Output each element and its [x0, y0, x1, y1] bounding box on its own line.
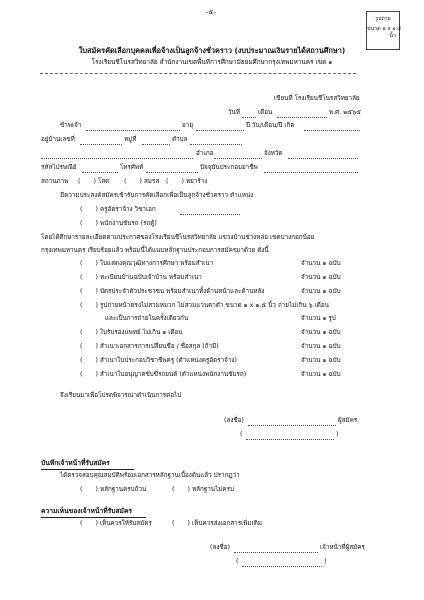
status-option-married-label: สมรส — [143, 178, 160, 185]
doc-item-count: จำนวน ๑ ฉบับ — [301, 329, 341, 336]
doc-item-label: ทะเบียนบ้านฉบับเจ้าบ้าน พร้อมสำเนา — [99, 274, 202, 281]
position-intro: มีความประสงค์สมัครเข้ารับการคัดเลือกเพื่อเป็นลูกจ้างชั่วคราว ตำแหน่ง — [60, 192, 254, 199]
applicant-sign-prefix: (ลงชื่อ) — [224, 417, 244, 424]
applicant-printed-name-field[interactable] — [246, 439, 334, 440]
status-option-single-label: โสด — [97, 178, 110, 185]
doc-item-count: จำนวน ๑ ฉบับ — [301, 260, 341, 267]
officer-option-complete[interactable]: ( ) หลักฐานครบถ้วน — [80, 486, 147, 493]
officer-heading-underline — [41, 469, 134, 470]
officer-sign-prefix: (ลงชื่อ) — [210, 544, 230, 551]
doc-item-count: จำนวน ๑ ฉบับ — [301, 274, 341, 281]
tambon-label: ตำบล — [172, 136, 188, 143]
opinion-heading-underline — [41, 517, 146, 518]
moo-label: หมู่ที่ — [124, 136, 137, 143]
written-at: เขียนที่ โรงเรียนชีโนรสวิทยาลัย — [274, 95, 360, 102]
doc-item-3[interactable]: ( ) บัตรประจำตัวประชาชน พร้อมสำเนาทั้งด้านหน้าและด้านหลัง — [80, 288, 265, 295]
doc-item-count: จำนวน ๑ ฉบับ — [301, 288, 341, 295]
doc-item-label: รูปถ่ายหน้าตรงไม่สวมหมวก ไม่สวมแว่นตาดำ ขนาด ๑ x ๑.๕ นิ้ว ถ่ายไม่เกิน ๖ เดือน — [99, 302, 329, 309]
occupation-field[interactable] — [264, 172, 358, 173]
page-number: -๕- — [206, 8, 216, 16]
photo-box-line1: รูปถ่าย — [375, 16, 391, 22]
status-option-divorced[interactable]: ( ) หย่าร้าง — [166, 178, 208, 185]
province-label: จังหวัด — [264, 150, 283, 157]
amphoe-field[interactable] — [214, 158, 262, 159]
form-title: ใบสมัครคัดเลือกบุคคลเพื่อจ้างเป็นลูกจ้างชั่วคราว (งบประมาณเงินรายได้สถานศึกษา) — [78, 46, 346, 55]
form-subtitle: โรงเรียนชีโนรสวิทยาลัย สำนักงานเขตพื้นที่การศึกษามัธยมศึกษากรุงเทพมหานคร เขต ๑ — [91, 58, 333, 66]
applicant-signature-field[interactable] — [248, 425, 336, 426]
doc-item-label: บัตรประจำตัวประชาชน พร้อมสำเนาทั้งด้านหน้าและด้านหลัง — [99, 288, 265, 295]
applicant-name-close: ) — [336, 431, 339, 438]
postcode-label: รหัสไปรษณีย์ — [41, 164, 77, 171]
amphoe-label: อำเภอ — [196, 150, 214, 157]
doc-item-7[interactable]: ( ) สำเนาใบประกอบวิชาชีพครู (ตำแหน่งครูอัตราจ้าง) — [80, 357, 237, 364]
doc-item-1[interactable]: ( ) ใบแสดงคุณวุฒิทางการศึกษา พร้อมสำเนา — [80, 260, 214, 267]
name-label: ข้าพเจ้า — [60, 122, 82, 129]
photo-box-line3: นิ้ว — [389, 33, 396, 40]
officer-option-complete-label: หลักฐานครบถ้วน — [99, 486, 147, 493]
officer-printed-name-field[interactable] — [242, 566, 322, 567]
photo-box-line2: ขนาด ๑ x ๑.๕ — [367, 26, 402, 33]
tambon-field[interactable] — [190, 144, 242, 145]
photo-box — [366, 11, 400, 50]
doc-item-5[interactable]: ( ) ใบรับรองแพทย์ ไม่เกิน ๑ เดือน — [80, 329, 183, 336]
doc-item-8[interactable]: ( ) สำเนาใบอนุญาตขับขี่รถยนต์ (ตำแหน่งพนักงานขับรถ) — [80, 371, 247, 378]
applicant-sign-suffix: ผู้สมัคร — [338, 417, 358, 424]
opinion-option-more-docs-label: เห็นควรส่งเอกสารเพิ่มเติม — [191, 520, 262, 527]
year-label: พ.ศ. ๒๕๖๕ — [329, 109, 361, 116]
opinion-option-more-docs[interactable]: ( ) เห็นควรส่งเอกสารเพิ่มเติม — [172, 520, 262, 527]
birthdate-field[interactable] — [304, 130, 360, 131]
status-option-divorced-label: หย่าร้าง — [185, 178, 208, 185]
doc-item-6[interactable]: ( ) สำเนาเอกสารการเปลี่ยนชื่อ / ชื่อสกุล (ถ้ามี) — [80, 343, 219, 350]
postcode-field[interactable] — [82, 172, 118, 173]
address-label: อยู่บ้านเลขที่ — [41, 136, 75, 143]
doc-item-label: สำเนาใบอนุญาตขับขี่รถยนต์ (ตำแหน่งพนักงานขับรถ) — [99, 371, 247, 378]
officer-section-text: ได้ตรวจสอบคุณสมบัติพร้อมเอกสารหลักฐานเบื้องต้นแล้ว ปรากฏว่า — [60, 472, 240, 479]
position-option-driver[interactable]: ( ) พนักงานขับรถ (รถตู้) — [80, 220, 157, 227]
address-continued-field[interactable] — [41, 158, 193, 159]
opinion-option-accept-label: เห็นควรให้รับสมัคร — [99, 520, 152, 527]
age-field[interactable] — [196, 130, 244, 131]
position-option-teacher[interactable]: ( ) ครูอัตราจ้าง วิชาเอก — [80, 206, 156, 213]
position-option-teacher-label: ครูอัตราจ้าง วิชาเอก — [99, 206, 156, 213]
doc-item-count: จำนวน ๑ รูป — [301, 315, 336, 322]
status-label: สถานภาพ — [41, 178, 69, 185]
occupation-label: ปัจจุบันประกอบอาชีพ — [200, 164, 258, 171]
declaration-line1: โดยได้ศึกษารายละเอียดตามประกาศของโรงเรียนชีโนรสวิทยาลัย แขวงบ้านช่างหล่อ เขตบางกอกน้อย — [41, 234, 315, 241]
phone-field[interactable] — [146, 172, 198, 173]
doc-item-label: ใบแสดงคุณวุฒิทางการศึกษา พร้อมสำเนา — [99, 260, 214, 267]
status-option-married[interactable]: ( ) สมรส — [124, 178, 160, 185]
officer-option-incomplete-label: หลักฐานไม่ครบ — [191, 486, 234, 493]
doc-item-4[interactable]: ( ) รูปถ่ายหน้าตรงไม่สวมหมวก ไม่สวมแว่นตาดำ ขนาด ๑ x ๑.๕ นิ้ว ถ่ายไม่เกิน ๖ เดือน — [80, 302, 329, 309]
request-text: จึงเรียนมาเพื่อโปรดพิจารณาดำเนินการต่อไป — [60, 392, 182, 399]
officer-sign-suffix: เจ้าหน้าที่ผู้สมัคร — [320, 544, 365, 551]
doc-item-label: ใบรับรองแพทย์ ไม่เกิน ๑ เดือน — [99, 329, 183, 336]
moo-field[interactable] — [142, 144, 170, 145]
officer-section-heading: บันทึกเจ้าหน้าที่รับสมัคร — [41, 459, 110, 467]
doc-item-label-continued: และเป็นการถ่ายในครั้งเดียวกัน — [105, 315, 189, 322]
phone-label: โทรศัพท์ — [120, 164, 144, 171]
date-field[interactable] — [242, 117, 256, 118]
officer-option-incomplete[interactable]: ( ) หลักฐานไม่ครบ — [172, 486, 234, 493]
position-option-driver-label: พนักงานขับรถ (รถตู้) — [99, 220, 157, 227]
applicant-name-open: ( — [240, 431, 243, 438]
date-label: วันที่ — [228, 109, 240, 116]
month-label: เดือน — [258, 109, 273, 116]
province-field[interactable] — [288, 158, 358, 159]
major-field[interactable] — [180, 214, 240, 215]
declaration-line2: กรุงเทพมหานคร เรียบร้อยแล้ว พร้อมนี้ได้แนบหลักฐานประกอบการสมัครมาด้วย ดังนี้ — [41, 247, 269, 254]
address-field[interactable] — [80, 144, 122, 145]
doc-item-2[interactable]: ( ) ทะเบียนบ้านฉบับเจ้าบ้าน พร้อมสำเนา — [80, 274, 202, 281]
name-field[interactable] — [86, 130, 180, 131]
header-separator — [40, 73, 356, 74]
doc-item-label: สำเนาใบประกอบวิชาชีพครู (ตำแหน่งครูอัตราจ้าง) — [99, 357, 237, 364]
doc-item-label: สำเนาเอกสารการเปลี่ยนชื่อ / ชื่อสกุล (ถ้ามี) — [99, 343, 219, 350]
status-option-single[interactable]: ( ) โสด — [78, 178, 110, 185]
doc-item-count: จำนวน ๑ ฉบับ — [301, 371, 341, 378]
doc-item-count: จำนวน ๑ ฉบับ — [301, 357, 341, 364]
officer-name-open: ( — [236, 558, 239, 565]
birthdate-label: ปี วัน/เดือน/ปี เกิด — [246, 122, 295, 129]
opinion-section-heading: ความเห็นของเจ้าหน้าที่รับสมัคร — [41, 507, 133, 515]
officer-name-close: ) — [324, 558, 327, 565]
month-field[interactable] — [277, 117, 327, 118]
opinion-option-accept[interactable]: ( ) เห็นควรให้รับสมัคร — [80, 520, 152, 527]
age-label: อายุ — [182, 122, 194, 129]
officer-signature-field[interactable] — [234, 552, 318, 553]
doc-item-count: จำนวน ๑ ฉบับ — [301, 343, 341, 350]
